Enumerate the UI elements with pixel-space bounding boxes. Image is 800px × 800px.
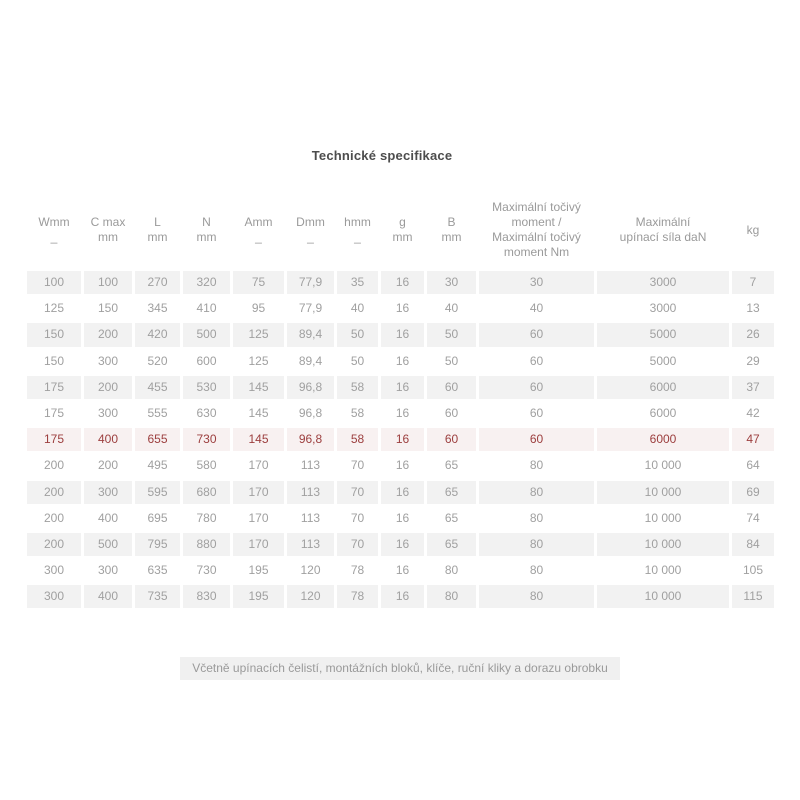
table-cell: 600 [196, 353, 217, 368]
table-cell: 16 [381, 271, 424, 294]
table-cell: 60 [479, 376, 594, 399]
table-cell: 113 [300, 458, 321, 473]
table-cell: 145 [233, 376, 284, 399]
table-cell: 410 [196, 301, 217, 316]
table-cell: 400 [97, 510, 119, 525]
table-cell: 200 [84, 323, 132, 346]
table-cell: 80 [529, 510, 544, 525]
table-cell: 69 [732, 481, 774, 504]
table-cell: 300 [97, 563, 119, 578]
table-cell: 730 [196, 563, 217, 578]
table-cell: 495 [147, 458, 168, 473]
table-cell: 150 [97, 301, 119, 316]
table-cell: 170 [233, 533, 284, 556]
table-cell: 200 [97, 458, 119, 473]
table-cell: 16 [381, 323, 424, 346]
table-cell: 96,8 [287, 428, 334, 451]
table-cell: 16 [381, 376, 424, 399]
table-cell: 175 [43, 405, 65, 420]
table-row [27, 507, 774, 530]
table-cell: 47 [732, 428, 774, 451]
table-cell: 635 [147, 563, 168, 578]
table-cell: 125 [248, 353, 269, 368]
table-cell: 300 [27, 585, 81, 608]
table-cell: 70 [337, 481, 378, 504]
table-body [27, 271, 774, 608]
table-cell: 145 [233, 428, 284, 451]
table-cell: 80 [529, 563, 544, 578]
table-row [27, 481, 774, 504]
table-cell: 580 [196, 458, 217, 473]
table-cell: 400 [84, 585, 132, 608]
table-cell: 175 [27, 376, 81, 399]
table-cell: 680 [183, 481, 230, 504]
table-cell: 10 000 [644, 510, 682, 525]
table-cell: 6000 [597, 428, 729, 451]
table-cell: 270 [135, 271, 180, 294]
table-cell: 80 [479, 585, 594, 608]
table-cell: 89,4 [298, 353, 323, 368]
column-header: N mm [196, 215, 217, 244]
table-cell: 100 [84, 271, 132, 294]
table-cell: 65 [444, 458, 459, 473]
table-cell: 175 [27, 428, 81, 451]
table-cell: 77,9 [298, 301, 323, 316]
table-row [27, 533, 774, 556]
table-cell: 6000 [597, 376, 729, 399]
table-cell: 170 [248, 510, 269, 525]
table-cell: 630 [196, 405, 217, 420]
table-cell: 80 [479, 481, 594, 504]
table-cell: 40 [444, 301, 459, 316]
table-cell: 830 [183, 585, 230, 608]
table-cell: 150 [27, 323, 81, 346]
table-cell: 77,9 [287, 271, 334, 294]
table-cell: 58 [350, 405, 365, 420]
footnote: Včetně upínacích čelistí, montážních bloků, klíče, ruční kliky a dorazu obrobku [180, 657, 620, 680]
table-cell: 50 [427, 323, 476, 346]
table-cell: 64 [746, 458, 760, 473]
table-cell: 65 [427, 481, 476, 504]
table-cell: 16 [395, 563, 410, 578]
table-cell: 300 [97, 353, 119, 368]
table-cell: 200 [27, 481, 81, 504]
table-cell: 50 [337, 323, 378, 346]
column-header: g mm [392, 215, 413, 244]
table-cell: 13 [746, 301, 760, 316]
table-cell: 35 [337, 271, 378, 294]
table-cell: 500 [183, 323, 230, 346]
table-cell: 16 [395, 405, 410, 420]
table-cell: 100 [27, 271, 81, 294]
table-cell: 80 [479, 533, 594, 556]
table-cell: 10 000 [644, 458, 682, 473]
table-row [27, 350, 774, 373]
table-cell: 70 [337, 533, 378, 556]
table-cell: 7 [732, 271, 774, 294]
table-cell: 195 [248, 563, 269, 578]
column-header: kg [746, 222, 760, 237]
column-header: B mm [441, 215, 462, 244]
table-cell: 60 [444, 405, 459, 420]
table-cell: 500 [84, 533, 132, 556]
table-cell: 80 [444, 563, 459, 578]
table-cell: 37 [732, 376, 774, 399]
table-cell: 200 [43, 510, 65, 525]
table-cell: 40 [350, 301, 365, 316]
table-cell: 170 [233, 481, 284, 504]
table-cell: 880 [183, 533, 230, 556]
table-cell: 200 [84, 376, 132, 399]
table-cell: 58 [337, 376, 378, 399]
table-cell: 5000 [649, 353, 677, 368]
table-cell: 10 000 [597, 481, 729, 504]
table-row [27, 376, 774, 399]
table-cell: 125 [43, 301, 65, 316]
table-cell: 170 [248, 458, 269, 473]
table-row [27, 402, 774, 425]
table-cell: 78 [337, 585, 378, 608]
table-row [27, 454, 774, 477]
table-cell: 60 [427, 376, 476, 399]
table-cell: 16 [395, 353, 410, 368]
table-cell: 60 [529, 405, 544, 420]
table-cell: 16 [381, 533, 424, 556]
table-cell: 420 [135, 323, 180, 346]
table-cell: 200 [27, 533, 81, 556]
footnote-container [0, 657, 800, 680]
table-cell: 60 [479, 428, 594, 451]
table-cell: 10 000 [597, 533, 729, 556]
table-cell: 3000 [597, 271, 729, 294]
column-header: hmm _ [344, 215, 371, 244]
table-cell: 78 [350, 563, 365, 578]
table-cell: 530 [183, 376, 230, 399]
table-cell: 795 [135, 533, 180, 556]
table-cell: 30 [479, 271, 594, 294]
table-cell: 16 [395, 301, 410, 316]
column-header: Dmm _ [296, 215, 325, 244]
table-row [27, 585, 774, 608]
table-cell: 60 [529, 353, 544, 368]
table-cell: 120 [300, 563, 321, 578]
column-header: C max mm [90, 215, 126, 244]
column-header: Amm _ [244, 215, 273, 244]
table-cell: 300 [43, 563, 65, 578]
table-cell: 125 [233, 323, 284, 346]
table-cell: 65 [427, 533, 476, 556]
table-cell: 300 [97, 405, 119, 420]
table-cell: 50 [350, 353, 365, 368]
table-cell: 345 [147, 301, 168, 316]
table-cell: 200 [43, 458, 65, 473]
table-cell: 60 [479, 323, 594, 346]
table-row [27, 559, 774, 582]
table-cell: 400 [84, 428, 132, 451]
table-cell: 50 [444, 353, 459, 368]
table-cell: 70 [350, 510, 365, 525]
table-cell: 30 [427, 271, 476, 294]
table-cell: 105 [742, 563, 764, 578]
table-cell: 84 [732, 533, 774, 556]
column-header: L mm [147, 215, 168, 244]
table-cell: 60 [427, 428, 476, 451]
spec-table [24, 193, 777, 611]
table-cell: 16 [395, 458, 410, 473]
table-cell: 6000 [649, 405, 677, 420]
table-cell: 780 [196, 510, 217, 525]
table-cell: 80 [529, 458, 544, 473]
table-cell: 655 [135, 428, 180, 451]
table-cell: 320 [183, 271, 230, 294]
column-header: Maximální upínací síla daN [619, 215, 707, 244]
table-cell: 89,4 [287, 323, 334, 346]
table-cell: 595 [135, 481, 180, 504]
table-cell: 16 [395, 510, 410, 525]
page-title: Technické specifikace [311, 148, 453, 163]
table-cell: 75 [233, 271, 284, 294]
table-cell: 300 [84, 481, 132, 504]
table-cell: 730 [183, 428, 230, 451]
table-cell: 115 [732, 585, 774, 608]
table-cell: 65 [444, 510, 459, 525]
table-header-row [27, 196, 774, 268]
column-header: Maximální točivý moment / Maximální točivý moment Nm [492, 200, 581, 259]
table-cell: 10 000 [597, 585, 729, 608]
table-cell: 40 [529, 301, 544, 316]
table-row [27, 323, 774, 346]
table-cell: 95 [251, 301, 266, 316]
table-row [27, 297, 774, 320]
table-cell: 455 [135, 376, 180, 399]
table-cell: 58 [337, 428, 378, 451]
table-cell: 29 [746, 353, 760, 368]
table-cell: 695 [147, 510, 168, 525]
table-cell: 145 [248, 405, 269, 420]
table-cell: 16 [381, 428, 424, 451]
table-cell: 16 [381, 481, 424, 504]
table-row-highlighted [27, 428, 774, 451]
table-cell: 10 000 [644, 563, 682, 578]
table-cell: 74 [746, 510, 760, 525]
table-cell: 5000 [597, 323, 729, 346]
table-cell: 195 [233, 585, 284, 608]
table-cell: 42 [746, 405, 760, 420]
table-cell: 70 [350, 458, 365, 473]
table-row [27, 271, 774, 294]
table-cell: 150 [43, 353, 65, 368]
table-cell: 26 [732, 323, 774, 346]
table-cell: 555 [147, 405, 168, 420]
table-cell: 113 [300, 510, 321, 525]
table-cell: 96,8 [287, 376, 334, 399]
table-cell: 3000 [649, 301, 677, 316]
table-cell: 113 [287, 481, 334, 504]
table-cell: 113 [287, 533, 334, 556]
table-cell: 120 [287, 585, 334, 608]
table-cell: 735 [135, 585, 180, 608]
table-cell: 80 [427, 585, 476, 608]
table-cell: 16 [381, 585, 424, 608]
table-cell: 96,8 [298, 405, 323, 420]
table-cell: 520 [147, 353, 168, 368]
column-header: Wmm _ [38, 215, 70, 244]
